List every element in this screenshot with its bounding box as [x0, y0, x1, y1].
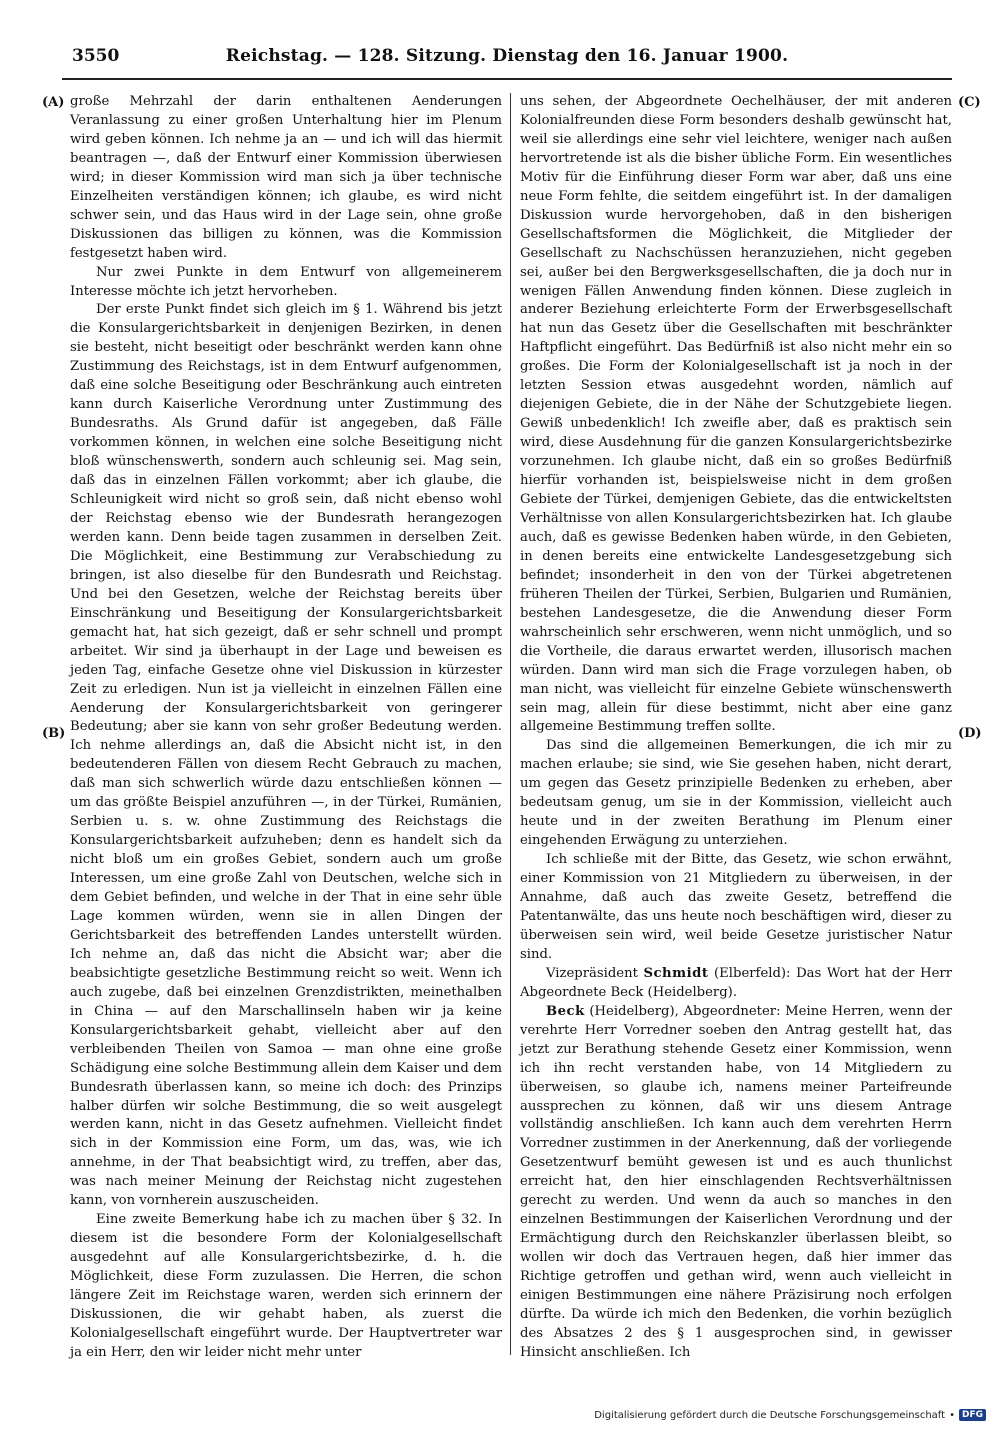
- margin-marker-d: (D): [958, 726, 982, 741]
- page-number: 3550: [72, 46, 120, 66]
- footer-bullet: •: [949, 1409, 955, 1421]
- speaker-text: (Heidelberg), Abgeordneter: Meine Herren, wenn der verehrte Herr Vorredner soeben den Antrag gestellt hat, das jetzt zur Berathung stehende Gesetz einer Kommission, wenn ich ihn recht verstanden habe, von 14 Mitgliedern zu überweisen, so glaube ich, namens meiner Parteifreunde aussprechen zu können, daß wir uns diesem Antrage vollständig anschließen. Ich kann auch dem verehrten Herrn Vorredner zustimmen in der Anerkennung, daß der vorliegende Gesetzentwurf bemüht gewesen ist und es auch thunlichst erreicht hat, den hier einschlagenden Rechtsverhältnissen gerecht zu werden. Und wenn da auch so manches in den einzelnen Bestimmungen der Kaiserlichen Verordnung und der Ermächtigung durch den Reichskanzler überlassen bleibt, so wollen wir doch das Vertrauen hegen, daß hier immer das Richtige getroffen und gethan wird, wenn auch vielleicht in einigen Bestimmungen eine nähere Präzisirung noch erfolgen dürfte. Da würde ich mich den Bedenken, die vorhin bezüglich des Absatzes 2 des § 1 ausgesprochen sind, in gewisser Hinsicht anschließen. Ich: [520, 1003, 952, 1360]
- speaker-name: Beck: [546, 1003, 585, 1019]
- margin-marker-a: (A): [42, 95, 65, 110]
- margin-marker-b: (B): [42, 726, 66, 741]
- paragraph: Der erste Punkt findet sich gleich im § 1. Während bis jetzt die Konsulargerichtsbarkeit in denjenigen Bezirken, in denen sie besteht, nicht beseitigt oder beschränkt werden kann ohne Zustimmung des Reichstags, ist in dem Entwurf aufgenommen, daß eine solche Beseitigung oder Beschränkung auch eintreten kann durch Kaiserliche Verordnung unter Zustimmung des Bundesraths. Als Grund dafür ist angegeben, daß Fälle vorkommen können, in welchen eine solche Beseitigung nicht bloß wünschenswerth, sondern auch schleunig sei. Mag sein, daß das in einzelnen Fällen vorkommt; aber ich glaube, die Schleunigkeit wird nicht so groß sein, daß nicht ebenso wohl der Reichstag ebenso wie der Bundesrath herangezogen werden kann. Denn beide tagen zusammen in derselben Zeit. Die Möglichkeit, eine Bestimmung zur Verabschiedung zu bringen, ist also dieselbe für den Bundesrath und Reichstag. Und bei den Gesetzen, welche der Reichstag bereits über Einschränkung und Beseitigung der Konsulargerichtsbarkeit gemacht hat, hat sich gezeigt, daß er sehr schnell und prompt arbeitet. Wir sind ja überhaupt in der Lage und beweisen es jeden Tag, einfache Gesetze ohne viel Diskussion in kürzester Zeit zu erledigen. Nun ist ja vielleicht in einzelnen Fällen eine Aenderung der Konsulargerichtsbarkeit von geringerer Bedeutung; aber sie kann von sehr großer Bedeutung werden. Ich nehme allerdings an, daß die Absicht nicht ist, in den bedeutenderen Fällen von diesem Recht Gebrauch zu machen, daß man sich schwerlich würde dazu entschließen können — um das größte Beispiel anzuführen —, in der Türkei, Rumänien, Serbien u. s. w. ohne Zustimmung des Reichstags die Konsulargerichtsbarkeit aufzuheben; denn es handelt sich da nicht bloß um ein großes Gebiet, sondern auch um große Interessen, um eine große Zahl von Deutschen, welche sich in dem Gebiet befinden, und welche in der That in eine sehr üble Lage kommen würden, wenn sie in allen Dingen der Gerichtsbarkeit des betreffenden Landes unterstellt würden. Ich nehme an, daß das nicht die Absicht war; aber die beabsichtigte gesetzliche Bestimmung reicht so weit. Wenn ich auch zugebe, daß bei einzelnen Grenzdistrikten, meinethalben in China — auf den Marschallinseln haben wir ja keine Konsulargerichtsbarkeit gehabt, vielleicht aber auf den verbleibenden Theilen von Samoa — man ohne eine große Schädigung eine solche Bestimmung allein dem Kaiser und dem Bundesrath überlassen kann, so meine ich doch: des Prinzips halber dürfen wir solche Bestimmung, die so weit ausgelegt werden kann, nicht in das Gesetz aufnehmen. Vielleicht findet sich in der Kommission eine Form, um das, was, wie ich annehme, in der That beabsichtigt wird, zu treffen, aber das, was nach meiner Meinung der Reichstag nicht zugestehen kann, von vornherein auszuscheiden.: [70, 302, 502, 1209]
- speaker-paragraph: [520, 965, 952, 1003]
- speaker-paragraph: [520, 1003, 952, 1363]
- footer-text: Digitalisierung gefördert durch die Deutsche Forschungsgemeinschaft: [594, 1409, 946, 1421]
- footer-credit: [594, 1406, 986, 1424]
- dfg-logo-icon: DFG: [959, 1409, 986, 1421]
- paragraph: Das sind die allgemeinen Bemerkungen, die ich mir zu machen erlaube; sie sind, wie Sie gesehen haben, nicht derart, um gegen das Gesetz prinzipielle Bedenken zu erheben, aber bedeutsam genug, um sie in der Kommission, vielleicht auch heute und in der zweiten Berathung im Plenum einer eingehenden Erwägung zu unterziehen.: [520, 738, 952, 849]
- right-column: [520, 93, 952, 1363]
- paragraph: große Mehrzahl der darin enthaltenen Aenderungen Veranlassung zu einer großen Unterhaltung hier im Plenum wird geben können. Ich nehme ja an — und ich will das hiermit beantragen —, daß der Entwurf einer Kommission überwiesen wird; in dieser Kommission wird man sich ja über technische Einzelheiten verständigen können; ich glaube, es wird nicht schwer sein, und das Haus wird in der Lage sein, ohne große Diskussionen das billigen zu können, was die Kommission festgesetzt haben wird.: [70, 94, 502, 261]
- margin-marker-c: (C): [958, 95, 981, 110]
- speaker-name: Schmidt: [643, 965, 709, 981]
- paragraph: Nur zwei Punkte in dem Entwurf von allgemeinerem Interesse möchte ich jetzt hervorheben.: [70, 264, 502, 299]
- paragraph: Eine zweite Bemerkung habe ich zu machen über § 32. In diesem ist die besondere Form der Kolonialgesellschaft ausgedehnt auf alle Konsulargerichtsbezirke, d. h. die Möglichkeit, diese Form zuzulassen. Die Herren, die schon längere Zeit im Reichstage waren, werden sich erinnern der Diskussionen, die wir gehabt haben, als zuerst die Kolonialgesellschaft eingeführt wurde. Der Hauptvertreter war ja ein Herr, den wir leider nicht mehr unter: [70, 1212, 502, 1360]
- speaker-title: Vizepräsident: [546, 965, 644, 981]
- page-header: [62, 44, 952, 80]
- paragraph: uns sehen, der Abgeordnete Oechelhäuser, der mit anderen Kolonialfreunden diese Form besonders deshalb gewünscht hat, weil sie allerdings eine sehr viel leichtere, weniger nach außen hervortretende ist als die bisher übliche Form. Ein wesentliches Motiv für die Einführung dieser Form war aber, daß uns eine neue Form fehlte, die seitdem eingeführt ist. In der damaligen Diskussion wurde hervorgehoben, daß in den bisherigen Gesellschaftsformen die Möglichkeit, die Mitglieder der Gesellschaft zu Nachschüssen heranzuziehen, nicht gegeben sei, außer bei den Bergwerksgesellschaften, die ja doch nur in wenigen Fällen Anwendung finden können. Diese zugleich in anderer Beziehung erleichterte Form der Erwerbsgesellschaft hat nun das Gesetz über die Gesellschaften mit beschränkter Haftpflicht eingeführt. Das Bedürfniß ist also nicht mehr ein so großes. Die Form der Kolonialgesellschaft ist ja noch in der letzten Session etwas ausgedehnt worden, nämlich auf diejenigen Gebiete, die in der Nähe der Schutzgebiete liegen. Gewiß unbedenklich! Ich zweifle aber, daß es praktisch sein wird, diese Ausdehnung für die ganzen Konsulargerichtsbezirke vorzunehmen. Ich glaube nicht, daß ein so großes Bedürfniß hierfür vorhanden ist, beispielsweise nicht in dem großen Gebiete der Türkei, demjenigen Gebiete, das die entwickeltsten Verhältnisse von allen Konsulargerichtsbezirken hat. Ich glaube auch, daß es gewisse Bedenken haben würde, in den Gebieten, in denen bereits eine entwickelte Landesgesetzgebung sich befindet; insonderheit in den von der Türkei abgetretenen früheren Theilen der Türkei, Serbien, Bulgarien und Rumänien, bestehen Landesgesetze, die die Anwendung dieser Form wahrscheinlich sehr erschweren, wenn nicht unmöglich, und so die Vortheile, die daraus erwartet werden, illusorisch machen würden. Dann wird man sich die Frage vorzulegen haben, ob man nicht, was vielleicht für einzelne Gebiete wünschenswerth sein mag, allein für diese bestimmt, nicht aber eine ganz allgemeine Bestimmung treffen sollte.: [520, 94, 952, 735]
- column-divider: [510, 93, 511, 1355]
- paragraph: Ich schließe mit der Bitte, das Gesetz, wie schon erwähnt, einer Kommission von 21 Mitgliedern zu überweisen, in der Annahme, daß auch das zweite Gesetz, betreffend die Patentanwälte, das uns heute noch beschäftigen wird, dieser zu überweisen sein wird, weil beide Gesetze juristischer Natur sind.: [520, 852, 952, 962]
- left-column: [70, 93, 502, 1363]
- speaker-text: (Elberfeld): Das Wort hat der Herr Abgeordnete Beck (Heidelberg).: [520, 965, 952, 1000]
- running-title: Reichstag. — 128. Sitzung. Dienstag den 16. Januar 1900.: [225, 46, 789, 66]
